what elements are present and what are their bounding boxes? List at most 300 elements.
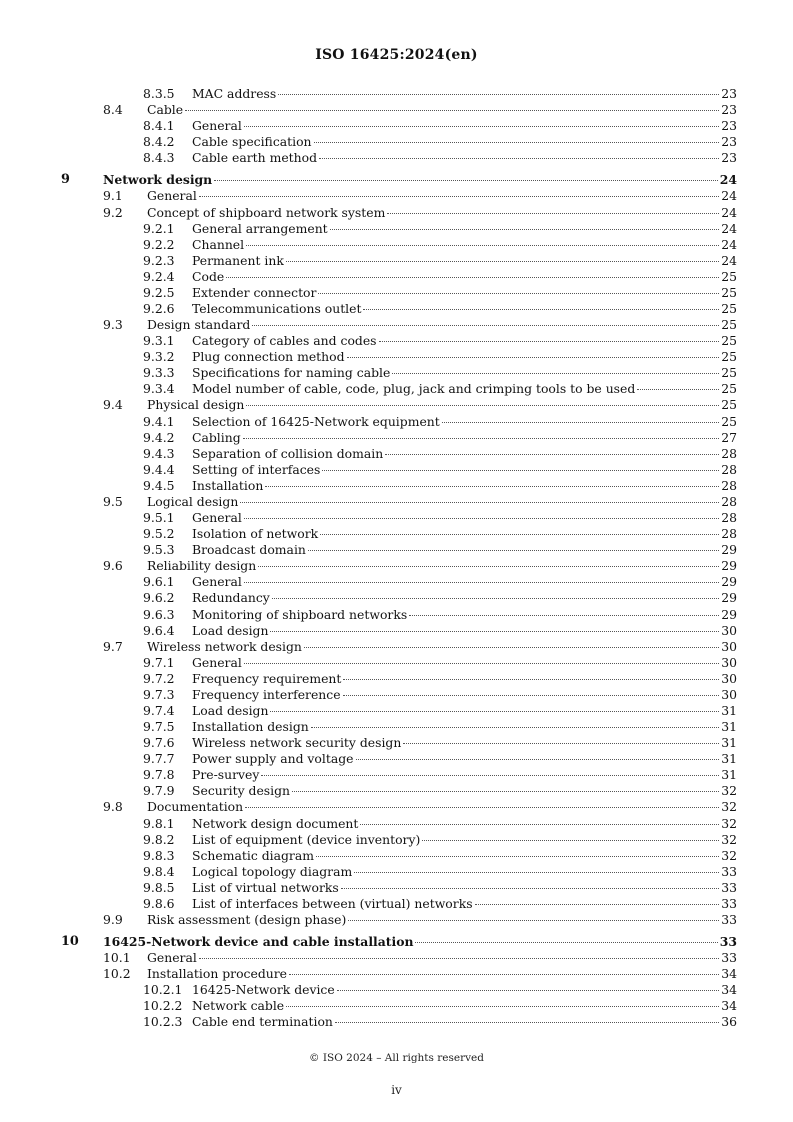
toc-dot-leader [240,502,719,503]
toc-entry[interactable] [61,1014,737,1030]
toc-entry[interactable] [61,880,737,896]
toc-entry-number: 10 [61,934,79,950]
toc-entry-number: 8.4.1 [143,118,175,134]
toc-entry-title: Cable [147,102,184,118]
toc-dot-leader [347,357,720,358]
toc-entry-page: 23 [721,118,737,134]
toc-entry-number: 9.8 [103,799,123,815]
toc-entry-line [192,221,737,237]
toc-entry[interactable] [61,86,737,102]
toc-dot-leader [387,213,719,214]
toc-entry-page: 25 [721,397,737,413]
toc-entry[interactable] [61,912,737,928]
toc-dot-leader [316,856,719,857]
toc-entry-line [192,365,737,381]
toc-entry-title: Load design [192,702,269,718]
toc-dot-leader [330,229,720,230]
toc-entry-line [192,719,737,735]
toc-dot-leader [392,373,719,374]
toc-entry[interactable] [61,542,737,558]
document-header: ISO 16425:2024(en) [315,47,478,63]
toc-entry-title: Plug connection method [192,349,345,365]
toc-entry[interactable] [61,462,737,478]
toc-entry-page: 25 [721,333,737,349]
toc-entry-title: Code [192,268,225,284]
toc-entry-number: 9.7.7 [143,751,175,767]
toc-entry-title: Setting of interfaces [192,461,321,477]
toc-entry-line [192,783,737,799]
toc-entry-number: 9.8.5 [143,879,175,895]
toc-entry-line [192,285,737,301]
toc-entry-number: 9.7.1 [143,654,175,670]
toc-entry-page: 24 [721,252,737,268]
toc-entry-title: Security design [192,783,291,799]
toc-dot-leader [343,695,720,696]
toc-entry-number: 9.6 [103,558,123,574]
toc-dot-leader [246,245,719,246]
toc-entry-page: 30 [721,622,737,638]
toc-entry-title: Extender connector [192,284,317,300]
toc-dot-leader [246,405,719,406]
toc-entry-number: 9.2.2 [143,236,175,252]
toc-entry-number: 9.4.4 [143,461,175,477]
toc-entry[interactable] [61,510,737,526]
toc-entry-page: 33 [721,863,737,879]
toc-entry-line [192,446,737,462]
toc-entry-number: 8.4 [103,102,123,118]
toc-entry-line [147,494,737,510]
toc-entry-title: General [192,510,242,526]
toc-entry[interactable] [61,118,737,134]
toc-entry-title: Network design [103,172,213,188]
toc-entry[interactable] [61,558,737,574]
toc-entry-page: 31 [721,702,737,718]
toc-entry-number: 9.9 [103,911,123,927]
toc-entry-page: 34 [721,966,737,982]
toc-entry[interactable] [61,832,737,848]
toc-entry[interactable] [61,381,737,397]
toc-entry-line [192,86,737,102]
toc-entry-title: Installation [192,477,264,493]
toc-entry-number: 9.8.2 [143,831,175,847]
toc-entry-number: 9.2.6 [143,301,175,317]
toc-entry-page: 23 [721,102,737,118]
toc-entry-line [192,237,737,253]
toc-dot-leader [245,807,719,808]
toc-entry-number: 9.5.2 [143,526,175,542]
toc-entry-number: 9.5.1 [143,510,175,526]
toc-entry-title: Cable earth method [192,150,318,166]
toc-entry[interactable] [61,783,737,799]
toc-entry-page: 25 [721,268,737,284]
toc-entry-page: 23 [721,86,737,101]
toc-dot-leader [278,94,719,95]
toc-entry-page: 25 [721,317,737,333]
toc-entry-page: 28 [721,510,737,526]
toc-entry[interactable] [61,414,737,430]
toc-entry-number: 8.4.3 [143,150,175,166]
toc-entry-page: 31 [721,751,737,767]
toc-entry-line [147,966,737,982]
toc-entry[interactable] [61,253,737,269]
toc-entry-title: Cable specification [192,134,312,150]
toc-entry[interactable] [61,735,737,751]
toc-entry[interactable] [61,590,737,606]
toc-dot-leader [252,325,719,326]
toc-entry-title: Reliability design [147,558,257,574]
toc-section-entry[interactable] [61,934,737,950]
toc-entry-number: 10.2.2 [143,998,183,1014]
toc-entry-number: 9.8.1 [143,815,175,831]
toc-dot-leader [214,180,718,181]
copyright-footer: © ISO 2024 – All rights reserved [309,1052,484,1064]
toc-entry-page: 31 [721,735,737,751]
toc-entry-number: 9.4 [103,397,123,413]
toc-dot-leader [360,824,719,825]
toc-entry-number: 9.7.2 [143,670,175,686]
toc-dot-leader [314,142,720,143]
toc-dot-leader [265,486,719,487]
toc-entry-number: 9.7.6 [143,735,175,751]
toc-entry-line [147,188,737,204]
toc-entry-line [192,703,737,719]
toc-entry[interactable] [61,816,737,832]
toc-entry-page: 31 [721,767,737,783]
toc-entry-number: 9.2.1 [143,220,175,236]
toc-entry-number: 9.5.3 [143,542,175,558]
toc-entry[interactable] [61,102,737,118]
toc-entry-line [103,172,737,188]
toc-entry-number: 9.6.3 [143,606,175,622]
toc-entry-number: 9.6.1 [143,574,175,590]
toc-dot-leader [244,518,719,519]
toc-entry[interactable] [61,221,737,237]
toc-entry-title: Pre-survey [192,767,260,783]
toc-entry-page: 28 [721,445,737,461]
toc-entry-title: Network cable [192,998,285,1014]
toc-dot-leader [272,598,719,599]
toc-entry-number: 10.1 [103,950,131,966]
toc-dot-leader [286,261,719,262]
page-number: iv [391,1083,402,1097]
toc-dot-leader [199,196,719,197]
toc-entry-title: Installation procedure [147,966,287,982]
toc-entry-line [192,381,737,397]
toc-entry-page: 25 [721,413,737,429]
toc-entry-title: Design standard [147,317,251,333]
toc-entry-title: Broadcast domain [192,542,306,558]
toc-entry-line [192,349,737,365]
toc-entry-number: 9.3 [103,317,123,333]
toc-entry-title: List of virtual networks [192,879,339,895]
toc-dot-leader [379,341,720,342]
toc-dot-leader [243,438,720,439]
toc-entry-title: Isolation of network [192,526,319,542]
toc-entry-title: Frequency requirement [192,670,342,686]
toc-entry-line [192,896,737,912]
toc-entry-page: 30 [721,638,737,654]
toc-dot-leader [289,974,719,975]
toc-entry-number: 9.7.5 [143,719,175,735]
toc-dot-leader [341,888,719,889]
toc-entry-title: Telecommunications outlet [192,301,362,317]
toc-entry-title: List of equipment (device inventory) [192,831,421,847]
toc-entry-line [192,150,737,166]
toc-entry-page: 24 [721,220,737,236]
toc-entry-page: 32 [721,847,737,863]
toc-entry-line [103,934,737,950]
toc-entry-page: 28 [721,493,737,509]
toc-entry[interactable] [61,301,737,317]
toc-entry-line [192,832,737,848]
toc-entry-title: Concept of shipboard network system [147,204,386,220]
toc-dot-leader [415,942,717,943]
toc-entry[interactable] [61,687,737,703]
toc-entry[interactable] [61,751,737,767]
toc-entry[interactable] [61,864,737,880]
toc-entry[interactable] [61,998,737,1014]
toc-entry-title: Specifications for naming cable [192,365,391,381]
toc-entry[interactable] [61,446,737,462]
toc-entry-page: 23 [721,134,737,150]
toc-entry-line [192,607,737,623]
toc-entry-page: 29 [721,574,737,590]
toc-entry[interactable] [61,607,737,623]
toc-entry[interactable] [61,966,737,982]
toc-entry-number: 10.2.3 [143,1014,183,1030]
toc-entry-title: Cabling [192,429,241,445]
toc-entry-line [192,735,737,751]
toc-entry-page: 33 [719,934,737,950]
toc-entry-title: Logical topology diagram [192,863,353,879]
toc-entry[interactable] [61,950,737,966]
toc-entry-title: Physical design [147,397,245,413]
toc-dot-leader [356,759,720,760]
toc-entry-number: 9.6.2 [143,590,175,606]
toc-dot-leader [319,158,719,159]
toc-entry-title: Model number of cable, code, plug, jack and crimping tools to be used [192,381,636,397]
toc-entry-line [192,542,737,558]
toc-entry-line [192,333,737,349]
toc-entry-page: 30 [721,686,737,702]
toc-entry-page: 27 [721,429,737,445]
toc-entry[interactable] [61,397,737,413]
toc-entry-title: Schematic diagram [192,847,314,863]
toc-entry[interactable] [61,494,737,510]
toc-entry[interactable] [61,333,737,349]
toc-entry-title: 16425-Network device [192,982,335,998]
toc-entry-page: 28 [721,526,737,542]
toc-entry-number: 9.2.3 [143,252,175,268]
toc-entry[interactable] [61,134,737,150]
toc-entry-number: 8.3.5 [143,86,175,101]
toc-entry-title: Separation of collision domain [192,445,384,461]
toc-dot-leader [244,663,719,664]
toc-entry[interactable] [61,285,737,301]
toc-entry[interactable] [61,269,737,285]
toc-entry-page: 24 [721,188,737,204]
toc-dot-leader [385,454,719,455]
toc-entry[interactable] [61,799,737,815]
toc-dot-leader [185,110,719,111]
toc-entry-line [147,639,737,655]
toc-entry-line [147,317,737,333]
toc-entry[interactable] [61,365,737,381]
toc-entry[interactable] [61,574,737,590]
toc-entry-number: 9.3.3 [143,365,175,381]
toc-entry-title: General [147,950,197,966]
toc-dot-leader [337,990,720,991]
toc-entry-number: 9.5 [103,493,123,509]
toc-entry[interactable] [61,478,737,494]
toc-entry-line [192,864,737,880]
toc-dot-leader [311,727,719,728]
toc-entry-line [192,478,737,494]
toc-entry-number: 9.7.3 [143,686,175,702]
toc-dot-leader [354,872,719,873]
toc-dot-leader [637,389,719,390]
toc-entry-number: 9.8.3 [143,847,175,863]
toc-entry-title: General [192,118,242,134]
toc-entry-line [192,880,737,896]
toc-entry-title: Wireless network security design [192,735,402,751]
toc-entry-page: 30 [721,670,737,686]
toc-entry-line [192,848,737,864]
toc-entry[interactable] [61,188,737,204]
toc-entry-title: Permanent ink [192,252,284,268]
toc-entry-title: Category of cables and codes [192,333,377,349]
toc-entry[interactable] [61,317,737,333]
toc-entry[interactable] [61,655,737,671]
toc-entry-title: Load design [192,622,269,638]
toc-entry[interactable] [61,526,737,542]
toc-entry-title: Power supply and voltage [192,751,354,767]
toc-entry[interactable] [61,671,737,687]
toc-entry-page: 29 [721,542,737,558]
toc-entry-page: 33 [721,895,737,911]
toc-dot-leader [244,126,719,127]
toc-entry-title: Cable end termination [192,1014,333,1030]
toc-entry-number: 9.2.5 [143,284,175,300]
toc-dot-leader [258,566,719,567]
toc-entry-title: Monitoring of shipboard networks [192,606,408,622]
toc-entry-number: 9.3.2 [143,349,175,365]
toc-entry-page: 29 [721,558,737,574]
toc-entry[interactable] [61,703,737,719]
toc-section-entry[interactable] [61,172,737,188]
toc-entry-title: Network design document [192,815,359,831]
toc-entry-line [147,102,737,118]
toc-entry-number: 9.2.4 [143,268,175,284]
toc-entry-number: 9.7.8 [143,767,175,783]
toc-entry-number: 9.4.3 [143,445,175,461]
toc-entry-line [192,414,737,430]
toc-entry-number: 9.7.4 [143,702,175,718]
toc-entry-title: Risk assessment (design phase) [147,911,347,927]
toc-dot-leader [322,470,719,471]
toc-entry-page: 24 [719,172,737,188]
toc-dot-leader [343,679,719,680]
toc-dot-leader [442,422,719,423]
toc-entry-title: Frequency interference [192,686,341,702]
toc-entry-line [192,134,737,150]
toc-entry[interactable] [61,237,737,253]
toc-entry-page: 32 [721,783,737,799]
toc-entry-page: 24 [721,204,737,220]
toc-dot-leader [304,647,719,648]
toc-entry-number: 9.3.1 [143,333,175,349]
toc-dot-leader [308,550,719,551]
toc-entry-page: 36 [721,1014,737,1030]
toc-entry[interactable] [61,982,737,998]
toc-entry-page: 31 [721,719,737,735]
toc-entry-line [192,430,737,446]
toc-dot-leader [409,615,719,616]
toc-dot-leader [244,582,719,583]
toc-entry[interactable] [61,896,737,912]
toc-entry-line [192,590,737,606]
toc-entry-title: MAC address [192,86,277,101]
toc-entry[interactable] [61,430,737,446]
toc-entry-page: 30 [721,654,737,670]
toc-entry-page: 25 [721,349,737,365]
toc-entry-page: 25 [721,284,737,300]
toc-entry-title: Logical design [147,493,239,509]
toc-entry-number: 9.3.4 [143,381,175,397]
toc-entry-title: List of interfaces between (virtual) networks [192,895,473,911]
toc-entry-line [192,671,737,687]
toc-entry[interactable] [61,767,737,783]
toc-entry-line [192,462,737,478]
toc-entry-title: Selection of 16425-Network equipment [192,413,440,429]
toc-entry-page: 25 [721,301,737,317]
toc-entry[interactable] [61,639,737,655]
toc-entry-line [192,623,737,639]
toc-entry-line [192,1014,737,1030]
toc-entry-page: 32 [721,799,737,815]
toc-entry-page: 28 [721,477,737,493]
toc-entry-page: 34 [721,982,737,998]
toc-entry-number: 10.2 [103,966,131,982]
toc-dot-leader [286,1006,719,1007]
toc-entry-line [147,558,737,574]
toc-entry-number: 9.8.4 [143,863,175,879]
toc-entry[interactable] [61,205,737,221]
toc-entry-line [147,205,737,221]
toc-entry-title: Wireless network design [147,638,302,654]
toc-dot-leader [335,1022,719,1023]
toc-dot-leader [348,920,719,921]
toc-entry-page: 29 [721,606,737,622]
toc-entry-line [192,118,737,134]
toc-entry-line [192,982,737,998]
toc-entry-page: 32 [721,831,737,847]
toc-entry-line [192,751,737,767]
toc-entry-line [192,816,737,832]
toc-entry-number: 9.8.6 [143,895,175,911]
toc-entry-number: 9.1 [103,188,123,204]
toc-entry-line [147,950,737,966]
toc-entry[interactable] [61,150,737,166]
toc-dot-leader [292,791,719,792]
toc-entry-title: Channel [192,236,245,252]
toc-entry[interactable] [61,719,737,735]
toc-entry-title: 16425-Network device and cable installation [103,934,414,950]
toc-entry[interactable] [61,623,737,639]
toc-entry[interactable] [61,848,737,864]
toc-entry[interactable] [61,349,737,365]
toc-dot-leader [422,840,719,841]
